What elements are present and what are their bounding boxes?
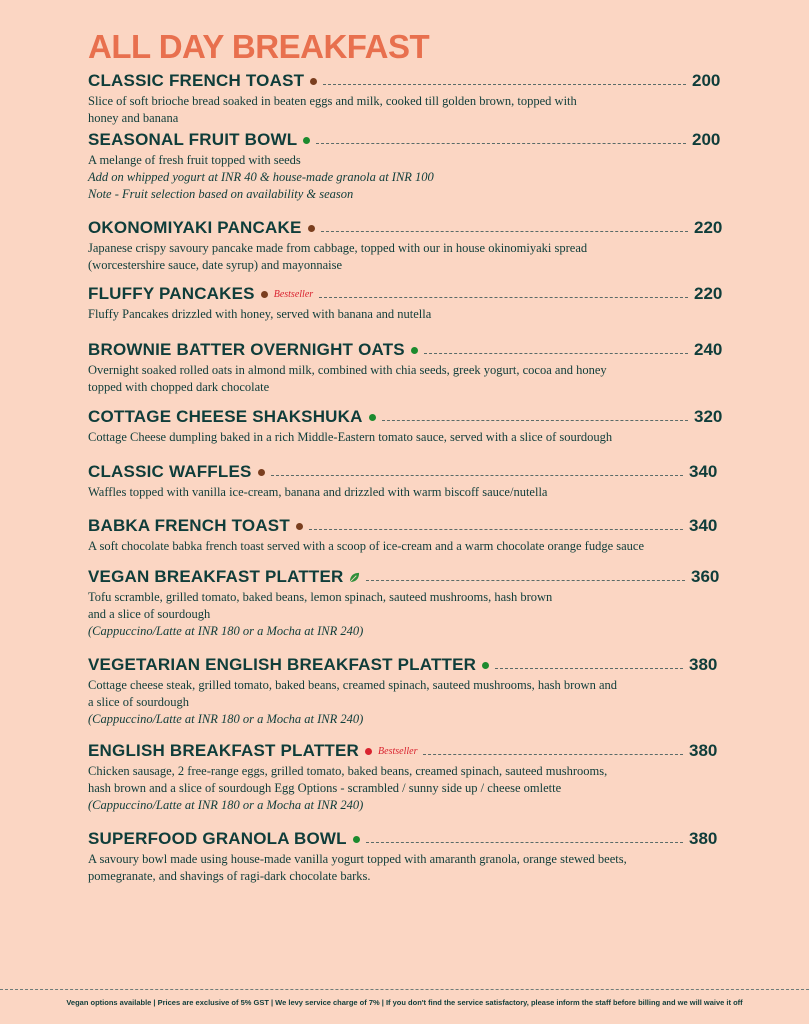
menu-item-title: FLUFFY PANCAKES: [88, 284, 255, 303]
menu-item-title: BROWNIE BATTER OVERNIGHT OATS: [88, 340, 405, 359]
non-veg-dot-icon: [308, 225, 315, 232]
menu-item-title: SUPERFOOD GRANOLA BOWL: [88, 829, 347, 848]
menu-item-header: [88, 71, 728, 93]
dotted-leader: [309, 529, 683, 530]
menu-item: [88, 71, 728, 127]
menu-item-description: topped with chopped dark chocolate: [88, 380, 270, 394]
menu-item-price: 240: [694, 340, 723, 359]
menu-item: [88, 340, 728, 396]
footer-divider: [0, 989, 809, 990]
menu-item-price: 380: [689, 655, 718, 674]
non-veg-dot-icon: [261, 291, 268, 298]
menu-item-price: 380: [689, 829, 718, 848]
menu-item-description: Chicken sausage, 2 free-range eggs, grilled tomato, baked beans, creamed spinach, sauteed mushrooms,: [88, 764, 608, 778]
menu-item-header: [88, 130, 728, 152]
non-veg-dot-icon: [296, 523, 303, 530]
menu-item-price: 360: [691, 567, 720, 586]
menu-item-name: [88, 284, 313, 304]
veg-dot-icon: [411, 347, 418, 354]
menu-item: [88, 407, 728, 446]
non-veg-dot-icon: [310, 78, 317, 85]
menu-item-name: [88, 567, 360, 587]
veg-dot-icon: [369, 414, 376, 421]
menu-item-description: A soft chocolate babka french toast served with a scoop of ice-cream and a warm chocolate orange fudge sauce: [88, 539, 645, 553]
menu-item-note: (Cappuccino/Latte at INR 180 or a Mocha at INR 240): [88, 712, 364, 726]
menu-item-title: SEASONAL FRUIT BOWL: [88, 130, 298, 149]
menu-item: [88, 741, 728, 814]
red-dot-icon: [365, 748, 372, 755]
menu-item-description: Overnight soaked rolled oats in almond milk, combined with chia seeds, greek yogurt, cocoa and honey: [88, 363, 607, 377]
menu-item-price: 200: [692, 130, 721, 149]
menu-item-price: 340: [689, 462, 718, 481]
menu-item-price: 380: [689, 741, 718, 760]
menu-item-note: (Cappuccino/Latte at INR 180 or a Mocha at INR 240): [88, 798, 364, 812]
menu-item-header: [88, 655, 728, 677]
menu-item-price: 220: [694, 218, 723, 237]
menu-item-note: Note - Fruit selection based on availability & season: [88, 187, 354, 201]
menu-item-name: [88, 462, 265, 482]
dotted-leader: [366, 580, 685, 581]
menu-item-name: [88, 741, 417, 761]
menu-item: [88, 567, 728, 640]
menu-item-description: and a slice of sourdough: [88, 607, 211, 621]
menu-item-name: [88, 407, 376, 427]
menu-item-title: VEGAN BREAKFAST PLATTER: [88, 567, 344, 586]
bestseller-badge: Bestseller: [273, 288, 314, 300]
menu-item: [88, 516, 728, 555]
menu-item-header: [88, 829, 728, 851]
menu-item: [88, 284, 728, 323]
dotted-leader: [423, 754, 683, 755]
menu-item-description: Slice of soft brioche bread soaked in beaten eggs and milk, cooked till golden brown, topped with: [88, 94, 577, 108]
menu-item-name: [88, 829, 360, 849]
menu-item-name: [88, 340, 418, 360]
menu-item-description: pomegranate, and shavings of ragi-dark chocolate barks.: [88, 869, 371, 883]
menu-item-title: COTTAGE CHEESE SHAKSHUKA: [88, 407, 363, 426]
dotted-leader: [424, 353, 688, 354]
menu-item-title: OKONOMIYAKI PANCAKE: [88, 218, 302, 237]
menu-item-description: (worcestershire sauce, date syrup) and mayonnaise: [88, 258, 343, 272]
menu-item-description: Waffles topped with vanilla ice-cream, banana and drizzled with warm biscoff sauce/nutella: [88, 485, 548, 499]
menu-item-price: 220: [694, 284, 723, 303]
menu-title: ALL DAY BREAKFAST: [88, 28, 430, 65]
dotted-leader: [382, 420, 688, 421]
menu-item-header: [88, 407, 728, 429]
menu-item-header: [88, 462, 728, 484]
menu-item: [88, 655, 728, 728]
menu-item-name: [88, 218, 315, 238]
dotted-leader: [323, 84, 686, 85]
menu-item-title: VEGETARIAN ENGLISH BREAKFAST PLATTER: [88, 655, 477, 674]
menu-item-note: Add on whipped yogurt at INR 40 & house-made granola at INR 100: [88, 170, 434, 184]
dotted-leader: [271, 475, 683, 476]
menu-item-description: Fluffy Pancakes drizzled with honey, served with banana and nutella: [88, 307, 432, 321]
menu-item: [88, 218, 728, 274]
menu-item-note: (Cappuccino/Latte at INR 180 or a Mocha at INR 240): [88, 624, 364, 638]
menu-item-name: [88, 130, 310, 150]
dotted-leader: [366, 842, 683, 843]
footer-note: Vegan options available | Prices are exclusive of 5% GST | We levy service charge of 7% | If you don't find the service satisfactory, please inform the staff before billing and we will waive it off: [66, 998, 743, 1007]
menu-item: [88, 829, 728, 885]
menu-item-header: [88, 218, 728, 240]
menu-item-title: CLASSIC WAFFLES: [88, 462, 252, 481]
menu-item-price: 320: [694, 407, 723, 426]
menu-item-description: Tofu scramble, grilled tomato, baked beans, lemon spinach, sauteed mushrooms, hash brown: [88, 590, 553, 604]
menu-item-name: [88, 516, 303, 536]
menu-item-header: [88, 340, 728, 362]
dotted-leader: [495, 668, 683, 669]
bestseller-badge: Bestseller: [378, 745, 418, 757]
veg-dot-icon: [482, 662, 489, 669]
menu-item-description: Cottage Cheese dumpling baked in a rich Middle-Eastern tomato sauce, served with a slice of sourdough: [88, 430, 613, 444]
menu-item-name: [88, 71, 317, 91]
menu-item: [88, 462, 728, 501]
menu-item-header: [88, 741, 728, 763]
menu-item-description: A savoury bowl made using house-made vanilla yogurt topped with amaranth granola, orange stewed beets,: [88, 852, 627, 866]
veg-dot-icon: [353, 836, 360, 843]
menu-item-header: [88, 516, 728, 538]
menu-item-header: [88, 284, 728, 306]
menu-item-description: Japanese crispy savoury pancake made from cabbage, topped with our in house okinomiyaki spread: [88, 241, 588, 255]
menu-item-description: hash brown and a slice of sourdough Egg Options - scrambled / sunny side up / cheese omlette: [88, 781, 562, 795]
menu-item-description: honey and banana: [88, 111, 179, 125]
menu-item-description: A melange of fresh fruit topped with seeds: [88, 153, 301, 167]
menu-item-description: a slice of sourdough: [88, 695, 190, 709]
menu-item-price: 200: [692, 71, 721, 90]
menu-item-price: 340: [689, 516, 718, 535]
dotted-leader: [321, 231, 689, 232]
veg-dot-icon: [303, 137, 310, 144]
menu-item-title: CLASSIC FRENCH TOAST: [88, 71, 305, 90]
menu-item-description: Cottage cheese steak, grilled tomato, baked beans, creamed spinach, sauteed mushrooms, hash brown and: [88, 678, 618, 692]
non-veg-dot-icon: [258, 469, 265, 476]
dotted-leader: [319, 297, 688, 298]
vegan-leaf-icon: [349, 572, 360, 583]
dotted-leader: [316, 143, 686, 144]
menu-item: [88, 130, 728, 203]
menu-item-title: BABKA FRENCH TOAST: [88, 516, 290, 535]
menu-item-name: [88, 655, 489, 675]
menu-item-header: [88, 567, 728, 589]
menu-item-title: ENGLISH BREAKFAST PLATTER: [88, 741, 360, 760]
